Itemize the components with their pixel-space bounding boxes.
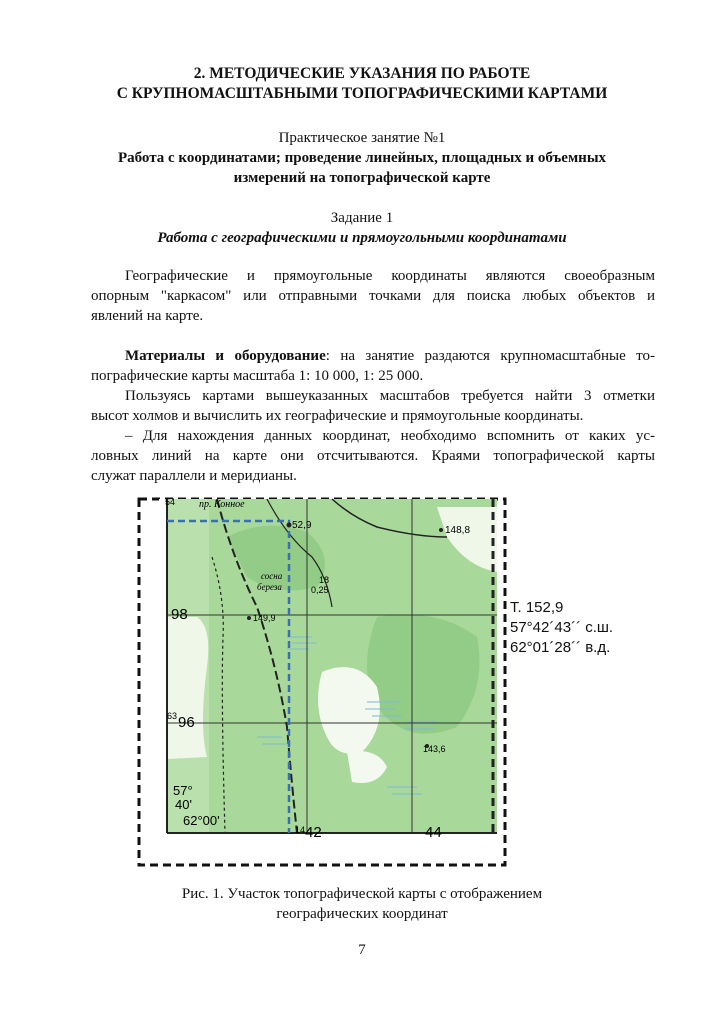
label-lat-deg: 57° [173,783,193,798]
label-lat-min: 40' [175,797,192,812]
materials-bold-label: Материалы и оборудование [125,348,326,364]
hill-marker [247,616,251,620]
note-line3: служат параллели и меридианы. [91,468,297,484]
figure-caption [60,884,664,924]
page-number: 7 [358,942,366,958]
label-corner: 54 [165,497,176,507]
topographic-map-figure [137,497,507,869]
label-sosna: сосна [261,571,283,581]
label-tree-frac: 0,25 [311,585,329,595]
usage-line1: Пользуясь картами вышеуказанных масштабов требуется найти 3 отметки [125,388,655,404]
clearing [167,617,208,759]
label-grid-98: 98 [171,606,188,623]
hill-marker [287,523,292,528]
chapter-title-line1: 2. МЕТОДИЧЕСКИЕ УКАЗАНИЯ ПО РАБОТЕ [193,65,531,82]
label-grid-44: 44 [425,824,442,841]
chapter-title-line2: С КРУПНОМАСШТАБНЫМИ ТОПОГРАФИЧЕСКИМИ КАРТАМИ [116,85,608,102]
chapter-title [60,64,664,104]
label-grid-42: 42 [305,824,322,841]
label-h148: 148,8 [445,525,471,536]
task-title: Работа с географическими и прямоугольными координатами [157,230,567,246]
usage-line2: высот холмов и вычислить их географические и прямоугольные координаты. [91,408,584,424]
coordinates-annotation [510,598,613,658]
label-h529: 52,9 [292,520,312,531]
label-h1436: 143,6 [423,744,446,754]
intro-line2: опорным "каркасом" или отправными точками для поиска любых объектов и [91,288,655,304]
lesson-title-line2: измерений на топографической карте [233,170,491,186]
hill-marker [439,528,443,532]
intro-line1: Географические и прямоугольные координаты являются своеобразным [125,268,655,284]
intro-line3: явлений на карте. [91,308,204,324]
label-grid-96: 96 [178,714,195,731]
materials-line1-rest: : на занятие раздаются крупномасштабные то- [325,348,656,364]
label-tree-num: 18 [319,575,330,585]
label-bottom-14: 14 [295,825,306,835]
coords-point: Т. 152,9 [510,599,564,616]
label-bereza: береза [257,582,282,592]
lesson-block [60,128,664,188]
coords-lon: 62°01´28´´ в.д. [510,639,611,656]
note-line2: ловных линий на карте они отсчитываются. Краями топографической карты [91,448,655,464]
lesson-label: Практическое занятие №1 [278,130,446,146]
intro-paragraph [91,266,655,326]
task-label: Задание 1 [330,210,394,226]
label-grid-63: 63 [167,711,178,721]
coords-lat: 57°42´43´´ с.ш. [510,619,614,636]
label-top-road: пр. Конное [199,499,245,510]
caption-line2: географических координат [276,906,448,922]
materials-line1 [91,346,655,366]
label-lon: 62°00' [183,813,220,828]
label-h1499: 149,9 [253,613,276,623]
materials-line2: пографические карты масштаба 1: 10 000, 1: 25 000. [91,368,424,384]
materials-paragraph [91,346,655,486]
lesson-title-line1: Работа с координатами; проведение линейных, площадных и объемных [117,150,607,166]
task-block [60,208,664,248]
topographic-map [137,497,507,869]
caption-line1: Рис. 1. Участок топографической карты с отображением [181,886,543,902]
note-line1: – Для нахождения данных координат, необходимо вспомнить от каких ус- [125,428,655,444]
